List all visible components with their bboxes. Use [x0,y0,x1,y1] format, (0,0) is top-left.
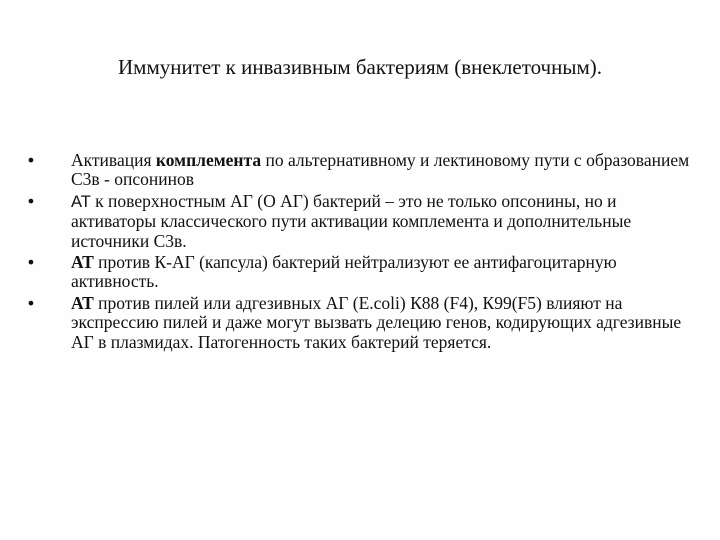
bullet-bold-text: АТ [71,252,94,273]
bullet-dot-icon: • [27,252,35,273]
bullet-bold-text: комплемента [155,150,262,170]
bullet-bold-text: АТ [71,292,94,313]
bullet-item-complement [24,151,696,190]
bullet-rest-text: к поверхностным АГ (О АГ) бактерий – это не только опсонины, но и активаторы классического пути активации комплемента и дополнительные источники С3в. [71,190,632,251]
slide-title: Иммунитет к инвазивным бактериям (внеклеточным). [117,55,602,79]
bullet-rest-text: по альтернативному и лектиновому пути с образованием С3в - опсонинов [71,150,690,190]
bullet-dot-icon: • [27,190,35,211]
bullet-rest-text: против пилей или адгезивных АГ (E.coli) К88 (F4), К99(F5) влияют на экспрессию пилей и даже могут вызвать делецию генов, кодирующих адгезивные АГ в плазмидах. Патогенность таких бактерий теряется. [71,292,682,352]
bullet-dot-icon: • [27,150,35,170]
bullet-item-antibodies-opsonins [24,192,696,251]
bullet-item-pili-antibodies [24,294,696,352]
bullet-dot-icon: • [27,292,35,313]
bullet-item-capsule-antibodies [24,253,696,292]
bullet-lead-text: АТ [71,192,91,211]
bullet-lead-text: Активация [71,150,156,170]
bullet-list [24,151,696,354]
bullet-rest-text: против К-АГ (капсула) бактерий нейтрализуют ее антифагоцитарную активность. [71,252,617,292]
